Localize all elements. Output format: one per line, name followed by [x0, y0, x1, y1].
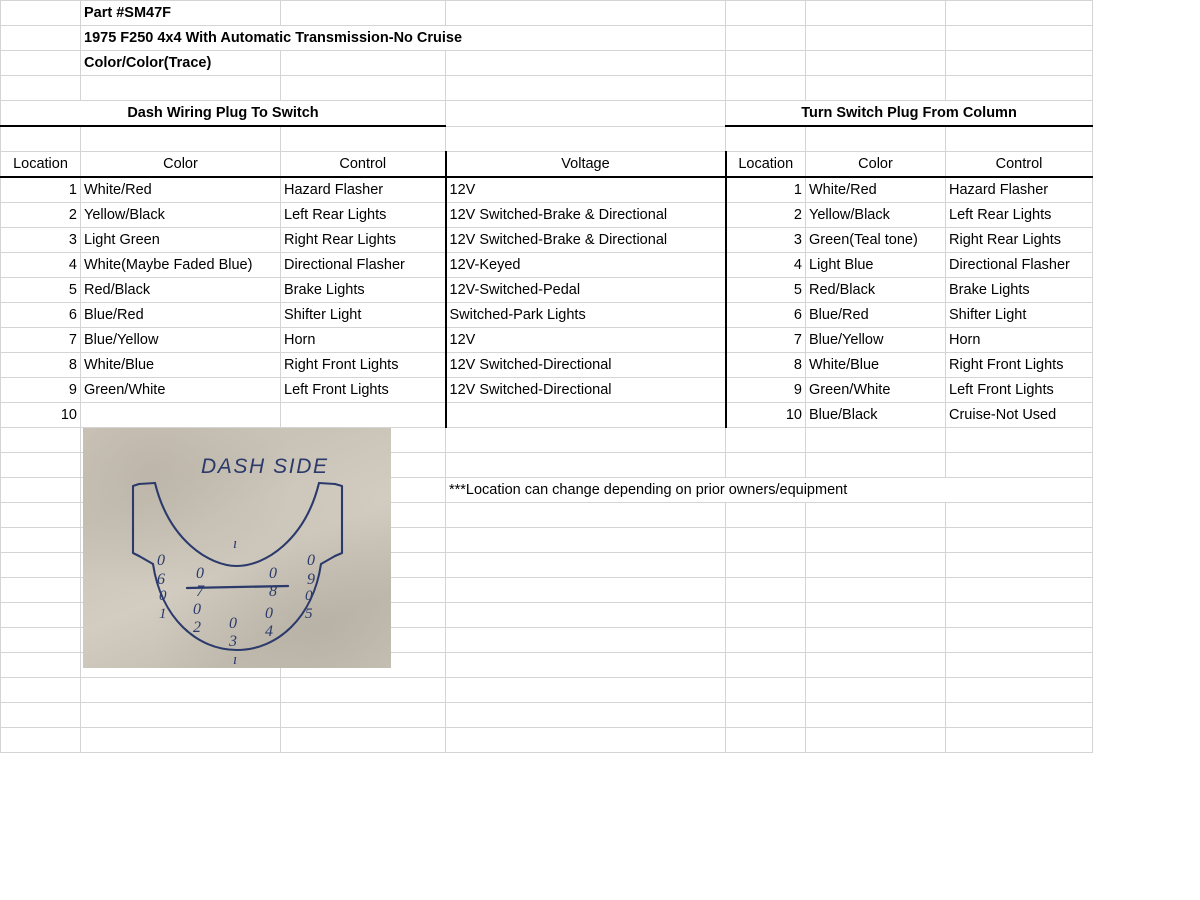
svg-text:1: 1	[159, 606, 167, 622]
right-control[interactable]: Left Front Lights	[946, 378, 1093, 403]
cell[interactable]	[726, 428, 806, 453]
right-location[interactable]: 9	[726, 378, 806, 403]
header-right-location: Location	[726, 152, 806, 178]
cell[interactable]	[806, 703, 946, 728]
cell[interactable]	[806, 653, 946, 678]
left-section-title: Dash Wiring Plug To Switch	[1, 101, 446, 127]
left-color[interactable]: Red/Black	[81, 278, 281, 303]
table-row	[1, 278, 1093, 303]
cell[interactable]	[726, 728, 806, 753]
spacer-row-2	[1, 126, 1093, 152]
cell-e4[interactable]	[726, 76, 806, 101]
left-control[interactable]	[281, 403, 446, 428]
svg-text:4: 4	[265, 623, 273, 640]
cell[interactable]	[806, 453, 946, 478]
cell-f1[interactable]	[806, 1, 946, 26]
cell-c6[interactable]	[281, 126, 446, 152]
right-location[interactable]: 2	[726, 203, 806, 228]
cell[interactable]	[1, 728, 81, 753]
right-control[interactable]: Right Rear Lights	[946, 228, 1093, 253]
right-location[interactable]: 3	[726, 228, 806, 253]
right-location[interactable]: 5	[726, 278, 806, 303]
svg-text:6: 6	[157, 571, 165, 588]
cell[interactable]	[726, 578, 806, 603]
cell[interactable]	[1, 628, 81, 653]
cell-e6[interactable]	[726, 126, 806, 152]
cell-a2[interactable]	[1, 26, 81, 51]
right-control[interactable]: Horn	[946, 328, 1093, 353]
cell[interactable]	[726, 603, 806, 628]
voltage-value[interactable]: 12V Switched-Directional	[446, 353, 726, 378]
cell[interactable]	[946, 728, 1093, 753]
voltage-value[interactable]: 12V Switched-Brake & Directional	[446, 203, 726, 228]
cell[interactable]	[1, 703, 81, 728]
svg-text:9: 9	[307, 571, 315, 588]
vehicle-description-cell[interactable]: 1975 F250 4x4 With Automatic Transmission-No Cruise	[81, 26, 726, 51]
svg-text:7: 7	[196, 583, 204, 600]
left-location[interactable]: 10	[1, 403, 81, 428]
right-section-title: Turn Switch Plug From Column	[726, 101, 1093, 127]
cell[interactable]	[446, 578, 726, 603]
cell-g1[interactable]	[946, 1, 1093, 26]
cell-d6[interactable]	[446, 126, 726, 152]
cell[interactable]	[946, 578, 1093, 603]
left-location[interactable]: 4	[1, 253, 81, 278]
cell-g6[interactable]	[946, 126, 1093, 152]
cell[interactable]	[281, 728, 446, 753]
cell[interactable]	[1, 653, 81, 678]
right-color[interactable]: Blue/Yellow	[806, 328, 946, 353]
cell[interactable]	[806, 678, 946, 703]
right-control[interactable]: Right Front Lights	[946, 353, 1093, 378]
cell[interactable]	[1, 528, 81, 553]
table-row	[1, 177, 1093, 203]
svg-text:5: 5	[305, 606, 313, 622]
header-left-control: Control	[281, 152, 446, 178]
voltage-value[interactable]: 12V	[446, 328, 726, 353]
cell-c1[interactable]	[281, 1, 446, 26]
cell-e1[interactable]	[726, 1, 806, 26]
left-control[interactable]: Brake Lights	[281, 278, 446, 303]
left-location[interactable]: 3	[1, 228, 81, 253]
cell[interactable]	[446, 728, 726, 753]
voltage-value[interactable]: 12V	[446, 177, 726, 203]
cell[interactable]	[446, 428, 726, 453]
voltage-value[interactable]: Switched-Park Lights	[446, 303, 726, 328]
svg-text:3: 3	[229, 633, 237, 650]
empty-row	[1, 678, 1093, 703]
left-color[interactable]: White/Blue	[81, 353, 281, 378]
right-control[interactable]: Hazard Flasher	[946, 177, 1093, 203]
title-row-vehicle	[1, 26, 1093, 51]
right-control[interactable]: Shifter Light	[946, 303, 1093, 328]
cell-b6[interactable]	[81, 126, 281, 152]
left-location[interactable]: 2	[1, 203, 81, 228]
cell-a6[interactable]	[1, 126, 81, 152]
left-control[interactable]: Left Front Lights	[281, 378, 446, 403]
right-color[interactable]: Green(Teal tone)	[806, 228, 946, 253]
svg-text:0: 0	[265, 605, 273, 622]
right-location[interactable]: 8	[726, 353, 806, 378]
left-location[interactable]: 1	[1, 177, 81, 203]
left-color[interactable]: Green/White	[81, 378, 281, 403]
left-control[interactable]: Right Front Lights	[281, 353, 446, 378]
left-color[interactable]: Yellow/Black	[81, 203, 281, 228]
table-row	[1, 328, 1093, 353]
table-row	[1, 303, 1093, 328]
cell[interactable]	[81, 703, 281, 728]
cell[interactable]	[946, 678, 1093, 703]
right-color[interactable]: Blue/Black	[806, 403, 946, 428]
cell[interactable]	[281, 703, 446, 728]
left-location[interactable]: 5	[1, 278, 81, 303]
cell-g4[interactable]	[946, 76, 1093, 101]
svg-text:0: 0	[157, 552, 165, 569]
cell-g2[interactable]	[946, 26, 1093, 51]
cell[interactable]	[946, 453, 1093, 478]
part-number-cell[interactable]: Part #SM47F	[81, 1, 281, 26]
voltage-value[interactable]: 12V-Keyed	[446, 253, 726, 278]
cell[interactable]	[281, 678, 446, 703]
left-color[interactable]: White/Red	[81, 177, 281, 203]
dash-connector-sketch	[83, 428, 391, 668]
cell[interactable]	[1, 678, 81, 703]
right-color[interactable]: Green/White	[806, 378, 946, 403]
cell[interactable]	[806, 428, 946, 453]
voltage-value[interactable]: 12V-Switched-Pedal	[446, 278, 726, 303]
right-color[interactable]: Red/Black	[806, 278, 946, 303]
header-voltage: Voltage	[446, 152, 726, 178]
table-row	[1, 253, 1093, 278]
voltage-value[interactable]: 12V Switched-Directional	[446, 378, 726, 403]
right-control[interactable]: Directional Flasher	[946, 253, 1093, 278]
cell[interactable]	[446, 703, 726, 728]
cell[interactable]	[726, 678, 806, 703]
cell-f3[interactable]	[806, 51, 946, 76]
voltage-value[interactable]	[446, 403, 726, 428]
cell[interactable]	[806, 603, 946, 628]
svg-text:8: 8	[269, 583, 277, 600]
right-location[interactable]: 7	[726, 328, 806, 353]
left-control[interactable]: Shifter Light	[281, 303, 446, 328]
cell[interactable]	[446, 553, 726, 578]
cell-e3[interactable]	[726, 51, 806, 76]
left-color[interactable]: Light Green	[81, 228, 281, 253]
cell[interactable]	[1, 453, 81, 478]
right-color[interactable]: Light Blue	[806, 253, 946, 278]
table-row	[1, 378, 1093, 403]
cell[interactable]	[446, 503, 726, 528]
svg-text:2: 2	[193, 619, 201, 636]
right-control[interactable]: Cruise-Not Used	[946, 403, 1093, 428]
svg-text:0: 0	[307, 552, 315, 569]
cell-c4[interactable]	[281, 76, 446, 101]
svg-text:0: 0	[305, 588, 313, 604]
cell-a1[interactable]	[1, 1, 81, 26]
cell-d3[interactable]	[446, 51, 726, 76]
cell[interactable]	[726, 453, 806, 478]
cell-d5[interactable]	[446, 101, 726, 127]
cell[interactable]	[1, 553, 81, 578]
cell[interactable]	[446, 528, 726, 553]
cell-g3[interactable]	[946, 51, 1093, 76]
right-color[interactable]: Blue/Red	[806, 303, 946, 328]
right-location[interactable]: 6	[726, 303, 806, 328]
cell[interactable]	[726, 553, 806, 578]
location-note[interactable]: ***Location can change depending on prior owners/equipment	[446, 478, 1093, 503]
cell-c3[interactable]	[281, 51, 446, 76]
cell[interactable]	[1, 603, 81, 628]
cell[interactable]	[806, 553, 946, 578]
cell[interactable]	[726, 503, 806, 528]
right-control[interactable]: Brake Lights	[946, 278, 1093, 303]
cell-a3[interactable]	[1, 51, 81, 76]
svg-text:0: 0	[229, 615, 237, 632]
table-row	[1, 203, 1093, 228]
cell[interactable]	[1, 503, 81, 528]
cell-f2[interactable]	[806, 26, 946, 51]
cell[interactable]	[446, 603, 726, 628]
cell[interactable]	[946, 528, 1093, 553]
cell[interactable]	[446, 653, 726, 678]
cell[interactable]	[946, 703, 1093, 728]
left-control[interactable]: Horn	[281, 328, 446, 353]
svg-text:ı: ı	[233, 536, 238, 552]
sketch-caption: DASH SIDE	[201, 455, 329, 478]
right-location[interactable]: 1	[726, 177, 806, 203]
cell[interactable]	[806, 503, 946, 528]
svg-text:0: 0	[159, 588, 167, 604]
empty-row	[1, 728, 1093, 753]
left-location[interactable]: 7	[1, 328, 81, 353]
svg-text:0: 0	[196, 565, 204, 582]
dash-connector-photo	[83, 428, 391, 668]
cell[interactable]	[946, 603, 1093, 628]
left-location[interactable]: 6	[1, 303, 81, 328]
right-location[interactable]: 4	[726, 253, 806, 278]
cell[interactable]	[1, 578, 81, 603]
empty-row	[1, 703, 1093, 728]
right-control[interactable]: Left Rear Lights	[946, 203, 1093, 228]
cell[interactable]	[1, 428, 81, 453]
cell[interactable]	[446, 628, 726, 653]
cell-d4[interactable]	[446, 76, 726, 101]
svg-text:0: 0	[193, 601, 201, 618]
left-control[interactable]: Right Rear Lights	[281, 228, 446, 253]
cell[interactable]	[806, 528, 946, 553]
cell-a4[interactable]	[1, 76, 81, 101]
cell[interactable]	[726, 653, 806, 678]
cell[interactable]	[806, 578, 946, 603]
right-color[interactable]: Yellow/Black	[806, 203, 946, 228]
column-header-row	[1, 152, 1093, 178]
cell[interactable]	[1, 478, 81, 503]
table-row	[1, 228, 1093, 253]
header-left-location: Location	[1, 152, 81, 178]
cell[interactable]	[81, 678, 281, 703]
left-color[interactable]: Blue/Yellow	[81, 328, 281, 353]
cell[interactable]	[946, 503, 1093, 528]
cell-b4[interactable]	[81, 76, 281, 101]
left-location[interactable]: 9	[1, 378, 81, 403]
left-location[interactable]: 8	[1, 353, 81, 378]
cell[interactable]	[946, 553, 1093, 578]
left-control[interactable]: Left Rear Lights	[281, 203, 446, 228]
cell[interactable]	[946, 628, 1093, 653]
cell[interactable]	[806, 628, 946, 653]
cell-f6[interactable]	[806, 126, 946, 152]
cell[interactable]	[446, 678, 726, 703]
cell-d1[interactable]	[446, 1, 726, 26]
left-color[interactable]: White(Maybe Faded Blue)	[81, 253, 281, 278]
right-location[interactable]: 10	[726, 403, 806, 428]
cell[interactable]	[946, 653, 1093, 678]
cell[interactable]	[946, 428, 1093, 453]
cell-e2[interactable]	[726, 26, 806, 51]
cell[interactable]	[806, 728, 946, 753]
cell[interactable]	[726, 528, 806, 553]
right-color[interactable]: White/Red	[806, 177, 946, 203]
cell[interactable]	[726, 703, 806, 728]
left-control[interactable]: Directional Flasher	[281, 253, 446, 278]
title-row-colorkey	[1, 51, 1093, 76]
svg-text:0: 0	[269, 565, 277, 582]
table-row	[1, 403, 1093, 428]
section-title-row	[1, 101, 1093, 127]
cell[interactable]	[446, 453, 726, 478]
cell-f4[interactable]	[806, 76, 946, 101]
header-right-color: Color	[806, 152, 946, 178]
cell[interactable]	[726, 628, 806, 653]
right-color[interactable]: White/Blue	[806, 353, 946, 378]
voltage-value[interactable]: 12V Switched-Brake & Directional	[446, 228, 726, 253]
spacer-row-1	[1, 76, 1093, 101]
svg-text:ı: ı	[233, 652, 238, 668]
left-color[interactable]	[81, 403, 281, 428]
left-color[interactable]: Blue/Red	[81, 303, 281, 328]
cell[interactable]	[81, 728, 281, 753]
header-left-color: Color	[81, 152, 281, 178]
color-key-cell[interactable]: Color/Color(Trace)	[81, 51, 281, 76]
left-control[interactable]: Hazard Flasher	[281, 177, 446, 203]
header-right-control: Control	[946, 152, 1093, 178]
table-row	[1, 353, 1093, 378]
title-row-part	[1, 1, 1093, 26]
